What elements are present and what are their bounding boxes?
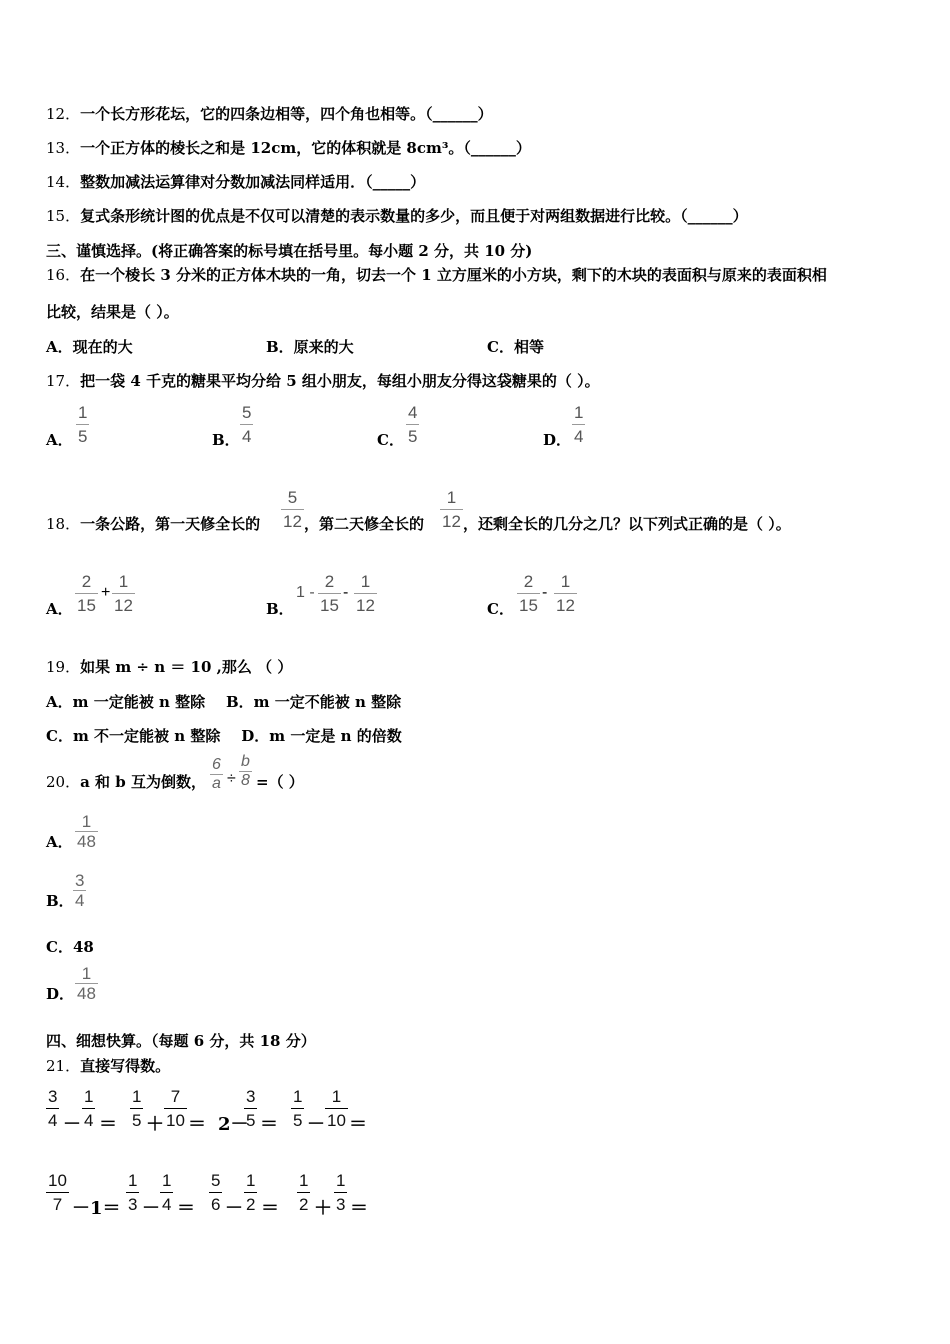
question-15 <box>46 205 748 226</box>
expr-6-fraction-b: 1 4 <box>162 1171 172 1214</box>
expr-7-fraction-b: 1 2 <box>246 1171 256 1214</box>
q20-option-a-fraction[interactable]: 1 48 <box>77 812 96 851</box>
question-number: 15． <box>46 207 81 225</box>
minus-sign: - <box>542 584 548 601</box>
question-number: 19． <box>46 658 81 676</box>
q18-b-fraction-1: 2 15 <box>320 572 339 615</box>
equals-sign: ＝ <box>349 1114 367 1135</box>
question-text-2: ，第二天修全长的 <box>304 515 425 533</box>
question-number: 14． <box>46 173 81 191</box>
expr-1-fraction-a: 3 4 <box>48 1087 58 1130</box>
expr-4-fraction-a: 1 5 <box>293 1087 303 1130</box>
q18-a-fraction-2: 1 12 <box>114 572 133 615</box>
question-20 <box>46 771 206 792</box>
minus-sign: － <box>142 1198 160 1219</box>
division-sign: ÷ <box>227 770 236 787</box>
q18-c-fraction-1: 2 15 <box>519 572 538 615</box>
section-4-heading: 四、细想快算。（每题 6 分，共 18 分） <box>46 1032 316 1050</box>
minus-sign: - <box>343 584 349 601</box>
question-17 <box>46 370 600 391</box>
equals-sign: ＝ <box>261 1198 279 1219</box>
question-number: 16． <box>46 266 81 284</box>
two-minus: 2－ <box>218 1114 249 1135</box>
equals-sign: ＝ <box>177 1198 195 1219</box>
q17-option-a-fraction[interactable]: 1 5 <box>78 403 88 446</box>
plus-sign: ＋ <box>146 1114 164 1135</box>
question-text: 直接写得数。 <box>80 1057 171 1075</box>
question-18 <box>46 513 260 534</box>
q20-option-a-label[interactable]: A． <box>46 833 73 851</box>
question-13 <box>46 137 531 158</box>
question-text: 在一个棱长 3 分米的正方体木块的一角，切去一个 1 立方厘米的小方块，剩下的木块的表面积与原来的表面积相 <box>80 266 827 284</box>
q20-tail: =（ ） <box>256 773 304 791</box>
question-text-3: ，还剩全长的几分之几？以下列式正确的是（ ）。 <box>463 515 791 533</box>
question-number: 21． <box>46 1057 81 1075</box>
question-21 <box>46 1055 170 1076</box>
q17-option-d-fraction[interactable]: 1 4 <box>574 403 584 446</box>
question-number: 18． <box>46 515 81 533</box>
q16-option-a[interactable]: A．现在的大 <box>46 338 133 356</box>
q18-option-a-label[interactable]: A． <box>46 600 73 618</box>
expr-8-fraction-a: 1 2 <box>299 1171 309 1214</box>
q18-option-b-label[interactable]: B． <box>266 600 294 618</box>
question-text: 一个长方形花坛，它的四条边相等，四个角也相等。（______） <box>80 105 493 123</box>
expr-8-fraction-b: 1 3 <box>336 1171 346 1214</box>
question-text: a 和 b 互为倒数， <box>80 773 206 791</box>
question-text: 把一袋 4 千克的糖果平均分给 5 组小朋友，每组小朋友分得这袋糖果的（ ）。 <box>80 372 600 390</box>
q16-option-b[interactable]: B．原来的大 <box>266 338 354 356</box>
minus-sign: － <box>63 1114 81 1135</box>
question-19 <box>46 656 292 677</box>
question-14 <box>46 171 425 192</box>
q17-option-d-label[interactable]: D． <box>543 431 572 449</box>
q18-fraction-1: 5 12 <box>283 488 302 531</box>
q18-option-c-label[interactable]: C． <box>487 600 514 618</box>
expr-6-fraction-a: 1 3 <box>128 1171 138 1214</box>
question-text-1: 一条公路，第一天修全长的 <box>80 515 261 533</box>
question-number: 13． <box>46 139 81 157</box>
q17-option-b-label[interactable]: B． <box>212 431 240 449</box>
q20-option-c[interactable] <box>46 936 94 957</box>
expr-4-fraction-b: 1 10 <box>327 1087 346 1130</box>
question-text: 如果 m ÷ n ＝ 10 ,那么 （ ） <box>80 658 293 676</box>
equals-sign: ＝ <box>188 1114 206 1135</box>
option-value: 48 <box>72 938 94 956</box>
expr-5-fraction-a: 10 7 <box>48 1171 67 1214</box>
q19-options-row-1[interactable]: A．m 一定能被 n 整除 B．m 一定不能被 n 整除 <box>46 693 402 711</box>
question-number: 17． <box>46 372 81 390</box>
minus-one-equals: －1＝ <box>72 1198 121 1219</box>
q18-b-fraction-2: 1 12 <box>356 572 375 615</box>
q20-option-d-fraction[interactable]: 1 48 <box>77 964 96 1003</box>
q20-option-b-fraction[interactable]: 3 4 <box>75 871 85 910</box>
q20-option-d-label[interactable]: D． <box>46 985 75 1003</box>
minus-sign: － <box>307 1114 325 1135</box>
minus-sign: － <box>225 1198 243 1219</box>
q17-option-c-label[interactable]: C． <box>377 431 404 449</box>
q17-option-b-fraction[interactable]: 5 4 <box>242 403 252 446</box>
expr-3-fraction-b: 3 5 <box>246 1087 256 1130</box>
q20-fraction-b-over-8: b 8 <box>241 753 250 789</box>
expr-2-fraction-a: 1 5 <box>132 1087 142 1130</box>
q18-a-fraction-1: 2 15 <box>77 572 96 615</box>
question-text: 复式条形统计图的优点是不仅可以清楚的表示数量的多少，而且便于对两组数据进行比较。（______） <box>80 207 748 225</box>
question-number: 12． <box>46 105 81 123</box>
q18-c-fraction-2: 1 12 <box>556 572 575 615</box>
question-text: 整数加减法运算律对分数加减法同样适用．（_____） <box>80 173 426 191</box>
expr-2-fraction-b: 7 10 <box>166 1087 185 1130</box>
question-12 <box>46 103 493 124</box>
plus-sign: ＋ <box>314 1198 332 1219</box>
section-3-heading: 三、谨慎选择。(将正确答案的标号填在括号里。每小题 2 分，共 10 分) <box>46 242 533 260</box>
plus-sign: + <box>101 584 111 601</box>
q16-option-c[interactable]: C．相等 <box>487 338 544 356</box>
one-minus: 1 - <box>296 584 315 601</box>
q17-option-a-label[interactable]: A． <box>46 431 73 449</box>
equals-sign: ＝ <box>350 1198 368 1219</box>
expr-1-fraction-b: 1 4 <box>84 1087 94 1130</box>
option-label: C． <box>46 938 73 956</box>
q20-fraction-6-over-a: 6 a <box>212 756 221 792</box>
equals-sign: ＝ <box>260 1114 278 1135</box>
q20-option-b-label[interactable]: B． <box>46 892 74 910</box>
q17-option-c-fraction[interactable]: 4 5 <box>408 403 418 446</box>
equals-sign: ＝ <box>99 1114 117 1135</box>
question-number: 20． <box>46 773 81 791</box>
q19-options-row-2[interactable]: C．m 不一定能被 n 整除 D．m 一定是 n 的倍数 <box>46 727 402 745</box>
question-text: 一个正方体的棱长之和是 12cm，它的体积就是 8cm³。（______） <box>80 139 531 157</box>
q18-fraction-2: 1 12 <box>442 488 461 531</box>
expr-7-fraction-a: 5 6 <box>211 1171 221 1214</box>
question-16-continued: 比较，结果是（ ）。 <box>46 303 179 321</box>
question-16 <box>46 264 827 285</box>
